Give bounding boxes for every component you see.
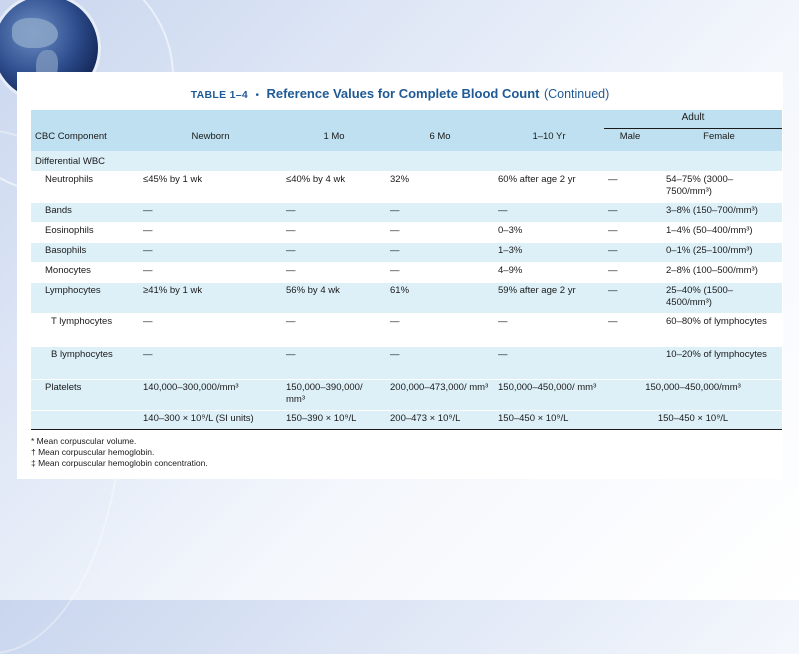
table-cell: — [282, 314, 386, 347]
row-label: Bands [31, 203, 139, 223]
table-cell: — [494, 314, 604, 347]
table-cell: 150–450 × 10⁹/L [494, 411, 604, 430]
table-cell: 150,000–450,000/ mm³ [494, 380, 604, 411]
section-row [31, 151, 782, 172]
footnote: * Mean corpuscular volume. [31, 436, 137, 446]
table-cell: — [604, 203, 656, 223]
table-cell: — [282, 263, 386, 283]
footnotes [31, 436, 208, 469]
table-row [31, 172, 782, 203]
table-cell: 61% [386, 283, 494, 314]
table-cell: 59% after age 2 yr [494, 283, 604, 314]
table-number: TABLE 1–4 [190, 89, 249, 101]
table-cell: — [139, 347, 282, 380]
table-cell: 54–75% (3000–7500/mm³) [656, 172, 782, 203]
table-title [31, 80, 769, 111]
table-cell: — [139, 203, 282, 223]
table-cell: 0–3% [494, 223, 604, 243]
row-label: B lymphocytes [31, 347, 139, 380]
table-row [31, 411, 782, 430]
column-header: CBC Component [31, 129, 139, 152]
table-cell: 150,000–450,000/mm³ [604, 380, 782, 411]
table-cell: — [604, 263, 656, 283]
table-body [31, 172, 782, 380]
table-cell: — [604, 223, 656, 243]
table-cell: 140,000–300,000/mm³ [139, 380, 282, 411]
table-cell: — [386, 314, 494, 347]
table-cell: 150–450 × 10⁹/L [604, 411, 782, 430]
table-cell: — [494, 347, 604, 380]
table-cell: 200–473 × 10⁹/L [386, 411, 494, 430]
table-cell: — [386, 203, 494, 223]
title-bullet: • [255, 90, 260, 101]
table-cell: — [139, 263, 282, 283]
row-label: Basophils [31, 243, 139, 263]
header-row [31, 129, 782, 152]
row-label: Neutrophils [31, 172, 139, 203]
column-header-adult: Adult [604, 110, 782, 129]
table-cell: 1–3% [494, 243, 604, 263]
table-cell: — [282, 203, 386, 223]
table-cell: — [386, 263, 494, 283]
table-row [31, 203, 782, 223]
footnote: † Mean corpuscular hemoglobin. [31, 447, 155, 457]
table-cell [604, 347, 656, 380]
table-cell: 3–8% (150–700/mm³) [656, 203, 782, 223]
column-header: Male [604, 129, 656, 152]
table-cell: 200,000–473,000/ mm³ [386, 380, 494, 411]
table-cell: — [604, 243, 656, 263]
table-row [31, 223, 782, 243]
table-cell: — [282, 223, 386, 243]
table-cell: — [282, 347, 386, 380]
table-cell: — [139, 243, 282, 263]
table-cell: 60–80% of lymphocytes [656, 314, 782, 347]
table-cell: 4–9% [494, 263, 604, 283]
table-row [31, 243, 782, 263]
table-panel [17, 72, 783, 479]
table-cell: 32% [386, 172, 494, 203]
column-header: 6 Mo [386, 129, 494, 152]
table-cell: — [282, 243, 386, 263]
table-cell: — [386, 347, 494, 380]
table-cell: — [604, 314, 656, 347]
row-label: Platelets [31, 380, 139, 411]
column-header: 1 Mo [282, 129, 386, 152]
footnote: ‡ Mean corpuscular hemoglobin concentration. [31, 458, 208, 468]
table-cell: 140–300 × 10⁹/L (SI units) [139, 411, 282, 430]
table-cell: — [139, 314, 282, 347]
table-cell: ≥41% by 1 wk [139, 283, 282, 314]
table-cell: 25–40% (1500–4500/mm³) [656, 283, 782, 314]
table-cell: 1–4% (50–400/mm³) [656, 223, 782, 243]
table-row [31, 314, 782, 347]
table-cell: ≤40% by 4 wk [282, 172, 386, 203]
table-continued-label: (Continued) [543, 87, 610, 101]
section-label: Differential WBC [31, 151, 782, 172]
column-header: Newborn [139, 129, 282, 152]
table-cell: ≤45% by 1 wk [139, 172, 282, 203]
table-cell: 10–20% of lymphocytes [656, 347, 782, 380]
header-row-group [31, 110, 782, 129]
table-cell: 0–1% (25–100/mm³) [656, 243, 782, 263]
table-row [31, 283, 782, 314]
table-cell: 56% by 4 wk [282, 283, 386, 314]
row-label: Monocytes [31, 263, 139, 283]
table-cell: — [386, 243, 494, 263]
table-cell: — [139, 223, 282, 243]
table-cell: — [604, 283, 656, 314]
table-cell: 2–8% (100–500/mm³) [656, 263, 782, 283]
row-label: T lymphocytes [31, 314, 139, 347]
table-cell: 150,000–390,000/ mm³ [282, 380, 386, 411]
table-row [31, 347, 782, 380]
table-cell: 150–390 × 10⁹/L [282, 411, 386, 430]
cbc-reference-table [31, 110, 782, 430]
column-header: Female [656, 129, 782, 152]
column-header: 1–10 Yr [494, 129, 604, 152]
table-title-text: Reference Values for Complete Blood Count [266, 86, 540, 101]
table-cell: 60% after age 2 yr [494, 172, 604, 203]
table-cell: — [386, 223, 494, 243]
table-cell: — [604, 172, 656, 203]
row-label: Eosinophils [31, 223, 139, 243]
table-row [31, 380, 782, 411]
table-row [31, 263, 782, 283]
table-cell: — [494, 203, 604, 223]
row-label: Lymphocytes [31, 283, 139, 314]
